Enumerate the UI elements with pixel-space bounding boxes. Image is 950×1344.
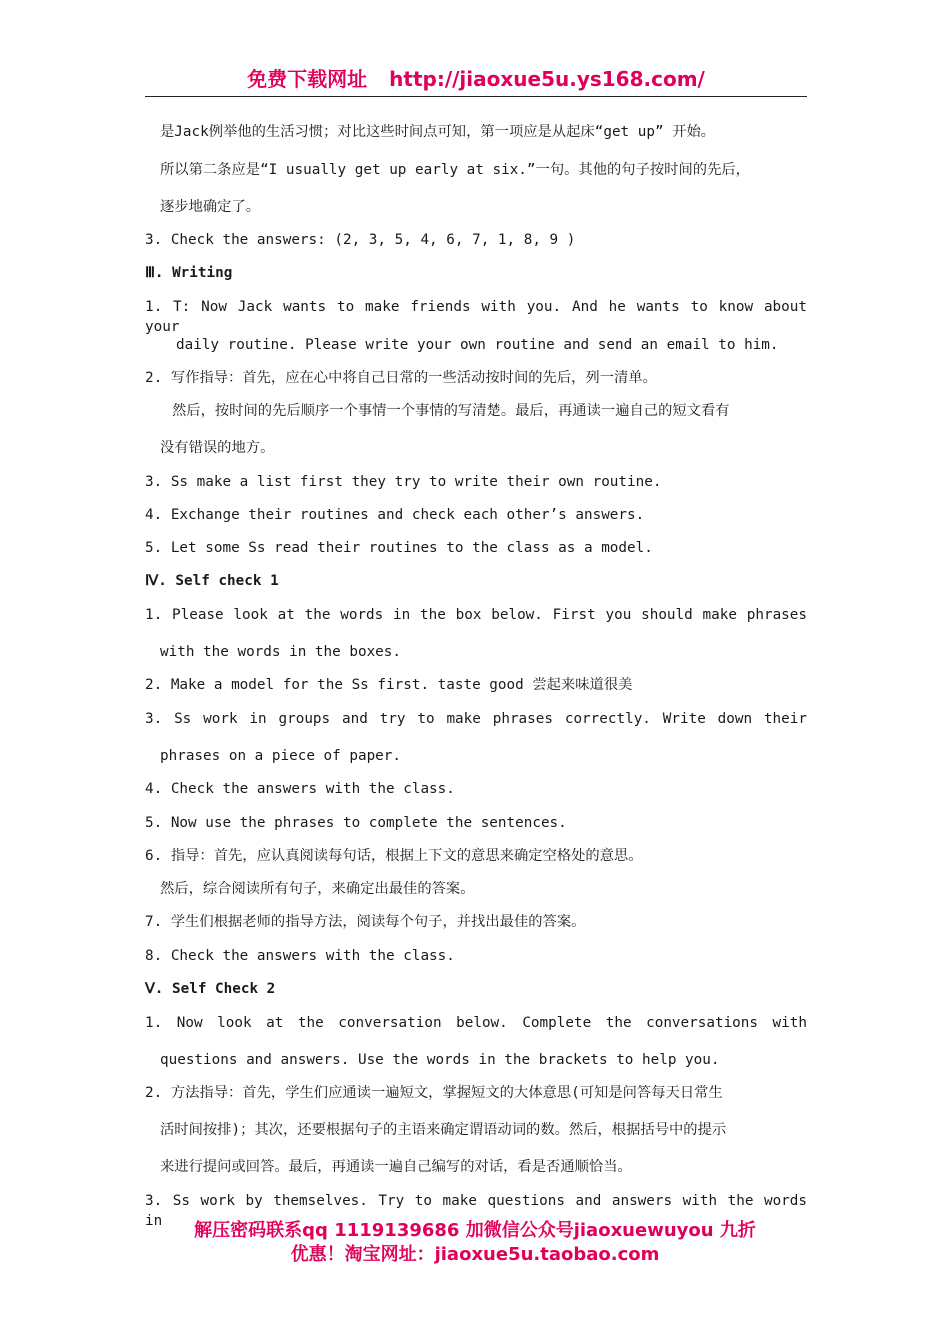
- section-heading-self-check-1: Ⅳ. Self check 1: [145, 573, 279, 589]
- text-line: 然后，综合阅读所有句子，来确定出最佳的答案。: [160, 881, 475, 897]
- text-line: 然后，按时间的先后顺序一个事情一个事情的写清楚。最后，再通读一遍自己的短文看有: [172, 403, 730, 419]
- list-item: 2. 方法指导：首先，学生们应通读一遍短文，掌握短文的大体意思(可知是问答每天日常生: [145, 1085, 723, 1101]
- header-free-download-label: 免费下载网址: [247, 67, 368, 91]
- text-line: daily routine. Please write your own routine and send an email to him.: [176, 337, 779, 353]
- section-heading-self-check-2: Ⅴ. Self Check 2: [145, 981, 276, 997]
- footer-line-1: 解压密码联系qq 1119139686 加微信公众号jiaoxuewuyou 九折: [194, 1220, 756, 1241]
- list-item: 2. Make a model for the Ss first. taste good 尝起来味道很美: [145, 677, 633, 693]
- list-item: 3. Ss work in groups and try to make phrases correctly. Write down their: [145, 711, 807, 727]
- text-line: 活时间按排)；其次，还要根据句子的主语来确定谓语动词的数。然后，根据括号中的提示: [160, 1122, 727, 1138]
- list-item: 7. 学生们根据老师的指导方法，阅读每个句子，并找出最佳的答案。: [145, 914, 586, 930]
- list-item: 4. Exchange their routines and check each other’s answers.: [145, 507, 645, 523]
- list-item: 2. 写作指导：首先，应在心中将自己日常的一些活动按时间的先后，列一清单。: [145, 370, 657, 386]
- section-heading-writing: Ⅲ. Writing: [145, 265, 233, 281]
- list-item: 1. Now look at the conversation below. Complete the conversations with: [145, 1015, 807, 1031]
- list-item: 3. Ss work by themselves. Try to make questions and answers with the words in: [145, 1193, 807, 1229]
- text-line: 来进行提问或回答。最后，再通读一遍自己编写的对话，看是否通顺恰当。: [160, 1159, 632, 1175]
- text-line: questions and answers. Use the words in the brackets to help you.: [160, 1052, 720, 1068]
- header-url-link[interactable]: http://jiaoxue5u.ys168.com/: [389, 67, 705, 91]
- text-line: 所以第二条应是“I usually get up early at six.”一句。其他的句子按时间的先后，: [160, 162, 750, 178]
- text-line: 是Jack例举他的生活习惯；对比这些时间点可知，第一项应是从起床“get up” 开始。: [160, 124, 716, 140]
- text-line: with the words in the boxes.: [160, 644, 402, 660]
- list-item: 5. Let some Ss read their routines to the class as a model.: [145, 540, 653, 556]
- list-item: 3. Ss make a list first they try to write their own routine.: [145, 474, 662, 490]
- text-line: 逐步地确定了。: [160, 199, 261, 215]
- list-item: 6. 指导：首先，应认真阅读每句话，根据上下文的意思来确定空格处的意思。: [145, 848, 643, 864]
- list-item: 1. Please look at the words in the box below. First you should make phrases: [145, 607, 807, 623]
- text-line: 没有错误的地方。: [160, 440, 275, 456]
- list-item: 3. Check the answers: (2, 3, 5, 4, 6, 7, 1, 8, 9 ): [145, 232, 576, 248]
- page-header: [145, 64, 807, 97]
- list-item: 1. T: Now Jack wants to make friends with you. And he wants to know about your: [145, 299, 807, 335]
- text-line: phrases on a piece of paper.: [160, 748, 402, 764]
- list-item: 5. Now use the phrases to complete the sentences.: [145, 815, 567, 831]
- list-item: 8. Check the answers with the class.: [145, 948, 455, 964]
- footer-line-2: 优惠！淘宝网址：jiaoxue5u.taobao.com: [290, 1244, 660, 1265]
- list-item: 4. Check the answers with the class.: [145, 781, 455, 797]
